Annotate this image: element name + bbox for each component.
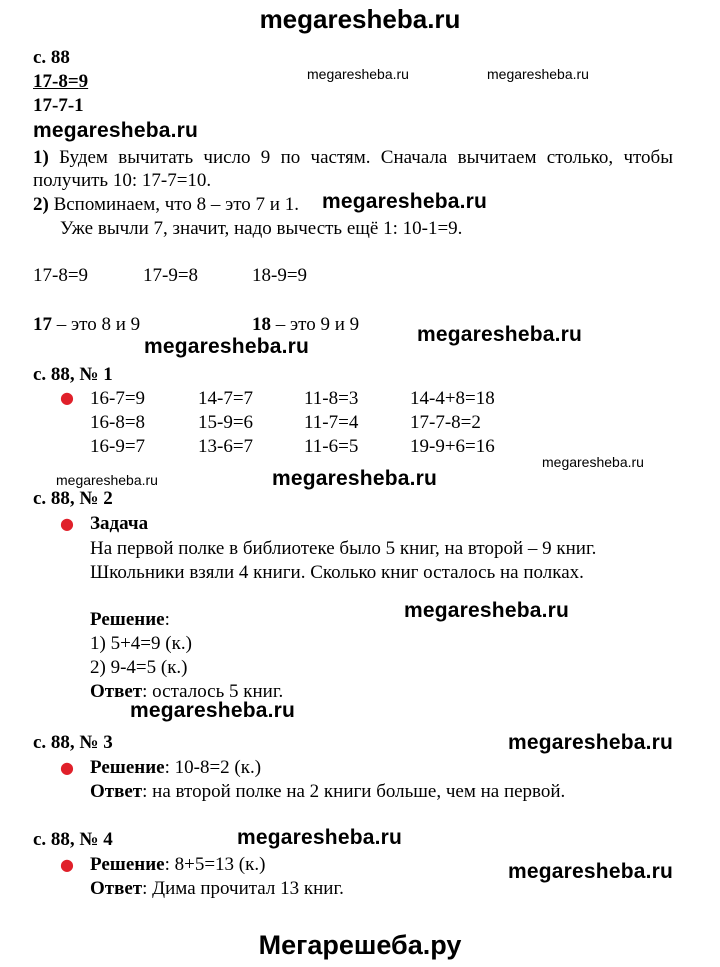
site-footer[interactable]: Мегарешеба.ру (258, 930, 462, 960)
watermark: megaresheba.ru (417, 323, 583, 346)
watermark: megaresheba.ru (144, 335, 310, 358)
step-number: 1) (33, 147, 49, 168)
step-number: 2) (33, 194, 49, 215)
step-2 (33, 194, 299, 216)
solution-colon: : (164, 609, 170, 630)
step-2-continued: Уже вычли 7, значит, надо вычесть ещё 1: 10-1=9. (60, 218, 463, 239)
watermark: megaresheba.ru (542, 454, 644, 470)
task-3-title: с. 88, № 3 (33, 732, 113, 753)
grid-cell: 15-9=6 (198, 412, 254, 433)
solution-label: Решение (90, 854, 165, 875)
grid-cell: 17-7-8=2 (410, 412, 481, 433)
solution-label: Решение (90, 609, 165, 630)
task-2-title: с. 88, № 2 (33, 488, 113, 509)
site-header[interactable]: megaresheba.ru (259, 4, 461, 34)
solution-text: : 8+5=13 (к.) (164, 854, 266, 875)
watermark: megaresheba.ru (307, 66, 409, 82)
solution (90, 854, 265, 876)
grid-cell: 16-9=7 (90, 436, 146, 457)
decomposition-number: 17 (33, 314, 52, 335)
grid-cell: 13-6=7 (198, 436, 254, 457)
decomposition-number: 18 (252, 314, 271, 335)
solution-heading (90, 609, 170, 631)
decomposition (33, 314, 140, 336)
watermark: megaresheba.ru (130, 699, 296, 722)
answer-text: : на второй полке на 2 книги больше, чем на первой. (142, 781, 566, 802)
answer-label: Ответ (90, 878, 143, 899)
watermark: megaresheba.ru (237, 826, 403, 849)
example: 17-9=8 (143, 265, 199, 286)
grid-cell: 19-9+6=16 (410, 436, 495, 457)
decomposition-text: – это 9 и 9 (271, 314, 360, 335)
step-1 (33, 146, 673, 192)
watermark: megaresheba.ru (508, 860, 674, 883)
answer-label: Ответ (90, 781, 143, 802)
grid-cell: 11-7=4 (304, 412, 359, 433)
solution-label: Решение (90, 757, 165, 778)
grid-cell: 16-8=8 (90, 412, 146, 433)
task-text-line: Школьники взяли 4 книги. Сколько книг осталось на полках. (90, 562, 584, 583)
grid-cell: 11-6=5 (304, 436, 359, 457)
section-title: с. 88 (33, 47, 70, 68)
watermark: megaresheba.ru (322, 190, 488, 213)
grid-cell: 14-7=7 (198, 388, 254, 409)
answer-text: : Дима прочитал 13 книг. (142, 878, 344, 899)
red-dot-icon: ● (60, 514, 74, 533)
task-4-title: с. 88, № 4 (33, 829, 113, 850)
decomposition (252, 314, 359, 336)
decomposition-text: – это 8 и 9 (52, 314, 141, 335)
example: 17-8=9 (33, 265, 89, 286)
watermark: megaresheba.ru (404, 599, 570, 622)
step-text: Вспоминаем, что 8 – это 7 и 1. (48, 194, 299, 215)
red-dot-icon: ● (60, 855, 74, 874)
answer (90, 781, 565, 803)
example: 18-9=9 (252, 265, 308, 286)
answer-label: Ответ (90, 681, 143, 702)
solution-step: 1) 5+4=9 (к.) (90, 633, 192, 654)
expression-split: 17-7-1 (33, 95, 84, 116)
watermark: megaresheba.ru (508, 731, 674, 754)
expression-main: 17-8=9 (33, 71, 89, 92)
task-label: Задача (90, 513, 149, 534)
watermark: megaresheba.ru (272, 467, 438, 490)
solution-step: 2) 9-4=5 (к.) (90, 657, 188, 678)
red-dot-icon: ● (60, 758, 74, 777)
answer (90, 878, 344, 900)
grid-cell: 11-8=3 (304, 388, 359, 409)
task-1-title: с. 88, № 1 (33, 364, 113, 385)
grid-cell: 16-7=9 (90, 388, 146, 409)
watermark: megaresheba.ru (56, 472, 158, 488)
solution-text: : 10-8=2 (к.) (164, 757, 262, 778)
step-text: Будем вычитать число 9 по частям. Сначала вычитаем столько, чтобы получить 10: 17-7=10. (33, 147, 673, 191)
task-text-line: На первой полке в библиотеке было 5 книг, на второй – 9 книг. (90, 538, 597, 559)
watermark: megaresheba.ru (33, 119, 199, 142)
answer-text: : осталось 5 книг. (142, 681, 284, 702)
solution (90, 757, 261, 779)
watermark: megaresheba.ru (487, 66, 589, 82)
red-dot-icon: ● (60, 388, 74, 407)
grid-cell: 14-4+8=18 (410, 388, 495, 409)
